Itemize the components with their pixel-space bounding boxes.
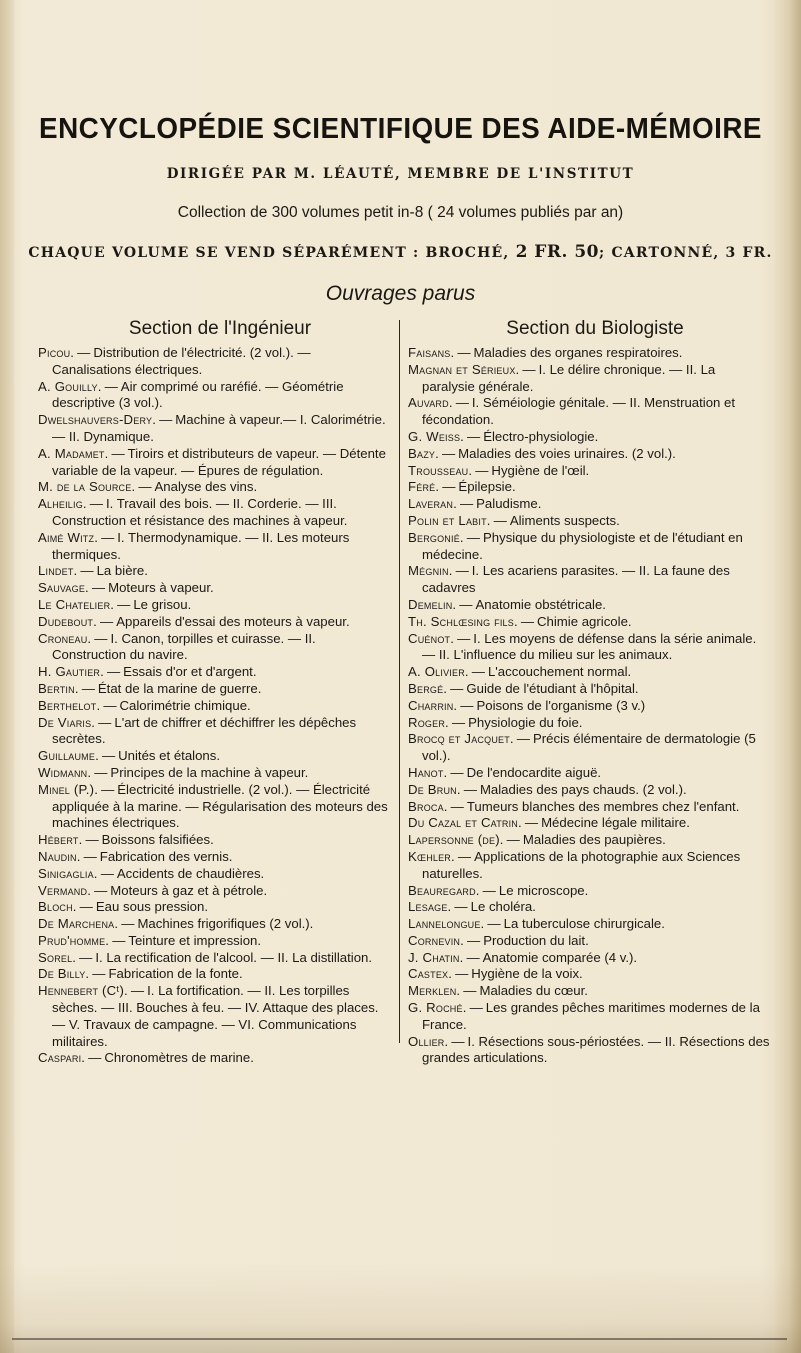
- catalogue-entry: [408, 731, 770, 765]
- entry-author: Lindet.: [38, 563, 78, 579]
- catalogue-entry: [38, 379, 393, 413]
- catalogue-entry: [408, 899, 770, 916]
- entry-dash: —: [101, 781, 115, 797]
- catalogue-entry: [408, 345, 770, 362]
- entry-list-ingenieur: [38, 345, 393, 1067]
- entry-title: Maladies des paupières.: [522, 832, 666, 848]
- catalogue-entry: [408, 563, 770, 597]
- catalogue-entry: [408, 530, 770, 564]
- entry-dash: —: [467, 932, 481, 948]
- catalogue-entry: [408, 463, 770, 480]
- entry-author: Mégnin.: [408, 563, 453, 579]
- entry-dash: —: [77, 345, 91, 360]
- entry-title: I. La rectification de l'alcool. — II. La distillation.: [95, 949, 373, 965]
- entry-dash: —: [81, 680, 95, 696]
- entry-list-biologiste: [408, 345, 770, 1067]
- entry-author: Du Cazal et Catrin.: [408, 815, 522, 831]
- entry-author: Dudebout.: [38, 613, 97, 629]
- entry-dash: —: [106, 664, 121, 680]
- entry-dash: —: [83, 848, 97, 864]
- entry-title: Production du lait.: [483, 932, 589, 948]
- catalogue-entry: [408, 883, 770, 900]
- entry-title: I. Le délire chronique. — II. La paralysie générale.: [422, 361, 716, 394]
- entry-title: Électro-physiologie.: [483, 428, 599, 444]
- entry-author: Picou.: [38, 345, 75, 360]
- entry-dash: —: [451, 1033, 465, 1049]
- entry-dash: —: [454, 899, 468, 915]
- entry-title: Tiroirs et distributeurs de vapeur. — Détente variable de la vapeur. — Épures de régulation.: [52, 445, 386, 478]
- entry-dash: —: [466, 529, 480, 545]
- entry-author: Féré.: [408, 479, 440, 495]
- catalogue-entry: [408, 513, 770, 530]
- entry-title: Les grandes pêches maritimes modernes de la France.: [422, 1000, 760, 1032]
- catalogue-entry: [408, 815, 770, 832]
- catalogue-entry: [408, 614, 770, 631]
- entry-title: Poisons de l'organisme (3 v.): [476, 697, 646, 713]
- entry-title: I. Canon, torpilles et cuirasse. — II. Construction du navire.: [52, 630, 316, 663]
- entry-dash: —: [482, 882, 496, 898]
- entry-dash: —: [159, 412, 173, 428]
- entry-dash: —: [111, 445, 125, 461]
- catalogue-entry: [38, 664, 393, 681]
- catalogue-entry: [408, 832, 770, 849]
- entry-author: Ollier.: [408, 1033, 449, 1049]
- entry-title: Appareils d'essai des moteurs à vapeur.: [116, 613, 350, 629]
- entry-dash: —: [457, 630, 471, 646]
- entry-dash: —: [450, 764, 464, 780]
- entry-author: Bertin.: [38, 680, 79, 696]
- catalogue-entry: [408, 765, 770, 782]
- entry-author: Charrin.: [408, 697, 458, 713]
- entry-title: Hygiène de la voix.: [471, 966, 583, 982]
- catalogue-entry: [38, 496, 393, 530]
- entry-dash: —: [89, 496, 103, 512]
- broche-price: 2 FR. 50: [515, 242, 600, 262]
- entry-author: Cuénot.: [408, 630, 455, 646]
- entry-dash: —: [457, 848, 472, 864]
- catalogue-entry: [38, 933, 393, 950]
- catalogue-entry: [38, 597, 393, 614]
- catalogue-entry: [38, 748, 393, 765]
- entry-author: Aimé Witz.: [38, 529, 99, 545]
- entry-author: Roger.: [408, 714, 449, 730]
- entry-author: A. Gouilly.: [38, 378, 102, 394]
- entry-author: Demelin.: [408, 596, 457, 612]
- entry-dash: —: [466, 949, 480, 965]
- entry-dash: —: [451, 714, 466, 730]
- catalogue-entry: [408, 950, 770, 967]
- entry-author: Naudin.: [38, 848, 81, 864]
- entry-title: Guide de l'étudiant à l'hôpital.: [466, 680, 639, 696]
- catalogue-entry: [38, 681, 393, 698]
- entry-author: Trousseau.: [408, 462, 473, 478]
- entry-dash: —: [516, 731, 530, 747]
- entry-title: Machine à vapeur.— I. Calorimétrie. — II. Dynamique.: [52, 412, 386, 444]
- entry-title: Aliments suspects.: [509, 512, 620, 528]
- entry-author: Castex.: [408, 966, 453, 982]
- catalogue-entry: [408, 496, 770, 513]
- entry-author: Lapersonne (de).: [408, 832, 504, 848]
- entry-author: De Brun.: [408, 781, 461, 797]
- entry-author: Lesage.: [408, 899, 452, 915]
- entry-dash: —: [91, 580, 106, 596]
- entry-title: Physiologie du foie.: [468, 714, 583, 730]
- entry-dash: —: [459, 496, 474, 512]
- entry-dash: —: [455, 966, 469, 982]
- cartonne-price: 3 FR.: [725, 245, 773, 261]
- entry-dash: —: [463, 781, 477, 797]
- entry-author: De Viaris.: [38, 714, 96, 730]
- catalogue-entry: [408, 782, 770, 799]
- entry-dash: —: [101, 529, 115, 545]
- entry-title: Le choléra.: [470, 899, 536, 915]
- entry-title: Le grisou.: [133, 596, 192, 612]
- entry-author: Croneau.: [38, 630, 92, 646]
- entry-title: Applications de la photographie aux Sciences naturelles.: [422, 848, 741, 881]
- catalogue-entry: [38, 966, 393, 983]
- entry-dash: —: [121, 916, 135, 932]
- entry-author: De Billy.: [38, 966, 90, 982]
- entry-author: Hébert.: [38, 832, 83, 848]
- entry-title: I. Résections sous-périostées. — II. Résections des grandes articulations.: [422, 1033, 770, 1066]
- entry-dash: —: [450, 798, 464, 814]
- entry-title: Fabrication des vernis.: [99, 848, 233, 864]
- catalogue-entry: [38, 765, 393, 782]
- entry-dash: —: [130, 983, 145, 999]
- entry-author: Hanot.: [408, 764, 448, 780]
- catalogue-entry: [408, 933, 770, 950]
- entry-dash: —: [463, 983, 477, 999]
- entry-author: Lannelongue.: [408, 916, 485, 932]
- entry-dash: —: [80, 563, 94, 579]
- catalogue-entry: [408, 631, 770, 665]
- entry-dash: —: [100, 865, 114, 881]
- catalogue-entry: [408, 479, 770, 496]
- entry-author: Sorel.: [38, 949, 77, 965]
- entry-author: Th. Schlœsing fils.: [408, 613, 518, 629]
- pricing-prefix: CHAQUE VOLUME SE VEND SÉPARÉMENT : BROCHÉ,: [28, 245, 516, 261]
- entry-author: H. Gautier.: [38, 664, 104, 680]
- entry-dash: —: [455, 395, 469, 411]
- bottom-rule: [12, 1338, 787, 1340]
- entry-dash: —: [79, 899, 93, 915]
- entry-dash: —: [88, 1050, 102, 1066]
- catalogue-entry: [408, 966, 770, 983]
- entry-author: Caspari.: [38, 1050, 86, 1066]
- entry-author: Polin et Labit.: [408, 512, 491, 528]
- entry-author: M. de la Source.: [38, 479, 136, 495]
- entry-title: Principes de la machine à vapeur.: [110, 764, 309, 780]
- entry-dash: —: [101, 748, 116, 764]
- catalogue-entry: [38, 883, 393, 900]
- section-heading-biologiste: Section du Biologiste: [506, 318, 684, 339]
- catalogue-entry: [408, 916, 770, 933]
- entry-title: Maladies du cœur.: [479, 983, 588, 999]
- entry-title: Chronomètres de marine.: [104, 1050, 254, 1066]
- entry-author: Broca.: [408, 798, 448, 814]
- entry-dash: —: [117, 596, 131, 612]
- entry-title: Électricité industrielle. (2 vol.). — Électricité appliquée à la marine. — Régularisation des moteurs des machines électriques.: [52, 781, 388, 831]
- entry-author: Alheilig.: [38, 496, 87, 512]
- entry-title: Unités et étalons.: [118, 748, 221, 764]
- catalogue-entry: [408, 698, 770, 715]
- entry-author: G. Roché.: [408, 1000, 467, 1016]
- entry-title: Physique du physiologiste et de l'étudiant en médecine.: [422, 529, 743, 562]
- entry-author: De Marchena.: [38, 916, 119, 932]
- entry-dash: —: [138, 479, 152, 495]
- catalogue-entry: [38, 698, 393, 715]
- catalogue-entry: [38, 345, 393, 379]
- catalogue-entry: [38, 563, 393, 580]
- entry-author: Bloch.: [38, 899, 77, 915]
- entry-dash: —: [460, 697, 474, 713]
- entry-title: I. Travail des bois. — II. Corderie. — III. Construction et résistance des machines à vapeur.: [52, 496, 348, 528]
- entry-dash: —: [487, 916, 501, 932]
- entry-author: Bergé.: [408, 680, 448, 696]
- catalogue-entry: [38, 983, 393, 1050]
- catalogue-entry: [408, 715, 770, 732]
- catalogue-entry: [38, 1050, 393, 1067]
- pricing-line: [0, 242, 801, 262]
- entry-title: Distribution de l'électricité. (2 vol.). — Canalisations électriques.: [52, 345, 311, 377]
- entry-title: Paludisme.: [476, 496, 542, 512]
- entry-author: Merklen.: [408, 983, 461, 999]
- entry-title: Maladies des organes respiratoires.: [473, 345, 683, 360]
- catalogue-entry: [38, 866, 393, 883]
- entry-title: Moteurs à vapeur.: [108, 580, 214, 596]
- entry-dash: —: [98, 714, 112, 730]
- entry-author: Laveran.: [408, 496, 457, 512]
- page-title: ENCYCLOPÉDIE SCIENTIFIQUE DES AIDE-MÉMOIRE: [39, 113, 762, 145]
- column-divider: [399, 320, 400, 1043]
- entry-dash: —: [457, 345, 471, 360]
- entry-author: Widmann.: [38, 764, 92, 780]
- catalogue-entry: [38, 614, 393, 631]
- entry-dash: —: [112, 932, 126, 948]
- entry-title: Hygiène de l'œil.: [491, 462, 590, 478]
- page-right-edge-shadow: [773, 0, 801, 1353]
- entry-author: Prud'homme.: [38, 932, 110, 948]
- entry-title: Analyse des vins.: [154, 479, 258, 495]
- entry-title: Le microscope.: [498, 882, 589, 898]
- entry-author: Minel (P.).: [38, 781, 99, 797]
- entry-author: Brocq et Jacquet.: [408, 731, 514, 747]
- entry-author: Auvard.: [408, 395, 453, 411]
- entry-title: Anatomie comparée (4 v.).: [482, 949, 638, 965]
- catalogue-entry: [38, 916, 393, 933]
- catalogue-entry: [38, 580, 393, 597]
- catalogue-entry: [38, 530, 393, 564]
- catalogue-entry: [38, 950, 393, 967]
- entry-title: Accidents de chaudières.: [116, 865, 265, 881]
- entry-dash: —: [94, 630, 108, 646]
- entry-title: La tuberculose chirurgicale.: [503, 916, 665, 932]
- catalogue-entry: [408, 681, 770, 698]
- entry-dash: —: [459, 596, 473, 612]
- entry-dash: —: [103, 697, 117, 713]
- entry-author: Bergonié.: [408, 529, 464, 545]
- entry-title: Boissons falsifiées.: [101, 832, 214, 848]
- entry-title: Épilepsie.: [458, 479, 516, 495]
- entry-title: I. La fortification. — II. Les torpilles sèches. — III. Bouches à feu. — IV. Attaque des places. — V. Travaux de campagne. — VI. Communications militaires.: [52, 983, 379, 1049]
- entry-dash: —: [442, 479, 456, 495]
- entry-author: G. Weiss.: [408, 428, 465, 444]
- catalogue-entry: [38, 832, 393, 849]
- catalogue-entry: [38, 479, 393, 496]
- entry-dash: —: [475, 462, 489, 478]
- entry-author: Kœhler.: [408, 848, 455, 864]
- published-works-heading: Ouvrages parus: [325, 282, 476, 305]
- entry-dash: —: [467, 428, 481, 444]
- entry-title: Moteurs à gaz et à pétrole.: [110, 882, 268, 898]
- entry-title: Eau sous pression.: [95, 899, 209, 915]
- entry-dash: —: [471, 664, 485, 680]
- entry-dash: —: [524, 815, 539, 831]
- entry-title: Teinture et impression.: [128, 932, 262, 948]
- entry-author: Cornevin.: [408, 932, 464, 948]
- entry-dash: —: [100, 613, 114, 629]
- catalogue-entry: [408, 849, 770, 883]
- entry-author: Sauvage.: [38, 580, 89, 596]
- catalogue-entry: [408, 1000, 770, 1034]
- entry-title: Tumeurs blanches des membres chez l'enfant.: [466, 798, 740, 814]
- entry-author: Beauregard.: [408, 882, 480, 898]
- catalogue-entry: [38, 899, 393, 916]
- entry-title: Maladies des voies urinaires. (2 vol.).: [458, 445, 676, 461]
- entry-title: Fabrication de la fonte.: [108, 966, 243, 982]
- entry-dash: —: [92, 966, 106, 982]
- catalogue-entry: [408, 597, 770, 614]
- entry-title: Essais d'or et d'argent.: [123, 664, 257, 680]
- entry-title: Calorimétrie chimique.: [119, 697, 251, 713]
- entry-title: Maladies des pays chauds. (2 vol.).: [479, 781, 687, 797]
- entry-title: Air comprimé ou raréfié. — Géométrie descriptive (3 vol.).: [52, 378, 344, 411]
- catalogue-entry: [408, 799, 770, 816]
- entry-author: Guillaume.: [38, 748, 99, 764]
- catalogue-entry: [408, 664, 770, 681]
- pricing-separator: ; CARTONNÉ,: [599, 245, 726, 261]
- entry-dash: —: [441, 445, 456, 461]
- entry-dash: —: [79, 949, 93, 965]
- entry-author: Vermand.: [38, 882, 92, 898]
- entry-title: L'accouchement normal.: [487, 664, 632, 680]
- entry-title: Précis élémentaire de dermatologie (5 vol.).: [422, 731, 756, 764]
- entry-title: De l'endocardite aiguë.: [466, 764, 602, 780]
- catalogue-entry: [408, 362, 770, 396]
- entry-author: A. Olivier.: [408, 664, 469, 680]
- catalogue-entry: [408, 983, 770, 1000]
- entry-title: La bière.: [96, 563, 148, 579]
- entry-dash: —: [85, 832, 99, 848]
- catalogue-entry: [408, 1034, 770, 1068]
- collection-description: Collection de 300 volumes petit in-8 ( 24 volumes publiés par an): [177, 204, 624, 221]
- catalogue-entry: [38, 446, 393, 480]
- entry-author: Le Chatelier.: [38, 596, 115, 612]
- entry-dash: —: [522, 361, 536, 377]
- entry-author: Hennebert (Cᵗ).: [38, 983, 128, 999]
- entry-title: État de la marine de guerre.: [97, 680, 262, 696]
- catalogue-entry: [38, 412, 393, 446]
- entry-author: Magnan et Sérieux.: [408, 361, 520, 377]
- entry-dash: —: [455, 563, 469, 579]
- entry-author: Dwelshauvers-Dery.: [38, 412, 157, 428]
- entry-dash: —: [506, 832, 520, 848]
- entry-title: L'art de chiffrer et déchiffrer les dépêches secrètes.: [52, 714, 357, 747]
- entry-author: J. Chatin.: [408, 949, 464, 965]
- catalogue-entry: [38, 782, 393, 832]
- entry-author: Sinigaglia.: [38, 865, 98, 881]
- entry-dash: —: [469, 1000, 483, 1016]
- entry-author: Berthelot.: [38, 697, 101, 713]
- catalogue-entry: [408, 395, 770, 429]
- series-direction: DIRIGÉE PAR M. LÉAUTÉ, MEMBRE DE L'INSTITUT: [166, 166, 635, 182]
- catalogue-entry: [408, 446, 770, 463]
- catalogue-entry: [38, 715, 393, 749]
- entry-dash: —: [104, 378, 118, 394]
- entry-dash: —: [94, 882, 108, 898]
- catalogue-entry: [38, 631, 393, 665]
- page-left-edge: [0, 0, 14, 1353]
- entry-title: I. Thermodynamique. — II. Les moteurs thermiques.: [52, 529, 350, 562]
- entry-title: Chimie agricole.: [537, 613, 632, 629]
- entry-author: Faisans.: [408, 345, 455, 360]
- entry-dash: —: [520, 613, 535, 629]
- entry-title: I. Les acariens parasites. — II. La faune des cadavres: [422, 563, 730, 596]
- entry-dash: —: [450, 680, 464, 696]
- catalogue-entry: [38, 849, 393, 866]
- entry-title: Machines frigorifiques (2 vol.).: [137, 916, 314, 932]
- entry-title: Médecine légale militaire.: [541, 815, 690, 831]
- section-heading-ingenieur: Section de l'Ingénieur: [128, 318, 312, 339]
- entry-author: A. Madamet.: [38, 445, 109, 461]
- entry-dash: —: [94, 764, 108, 780]
- entry-title: I. Séméiologie génitale. — II. Menstruation et fécondation.: [422, 395, 736, 428]
- entry-dash: —: [493, 512, 507, 528]
- catalogue-entry: [408, 429, 770, 446]
- entry-title: Anatomie obstétricale.: [475, 596, 606, 612]
- entry-author: Bazy.: [408, 445, 439, 461]
- entry-title: I. Les moyens de défense dans la série animale. — II. L'influence du milieu sur les animaux.: [422, 630, 757, 663]
